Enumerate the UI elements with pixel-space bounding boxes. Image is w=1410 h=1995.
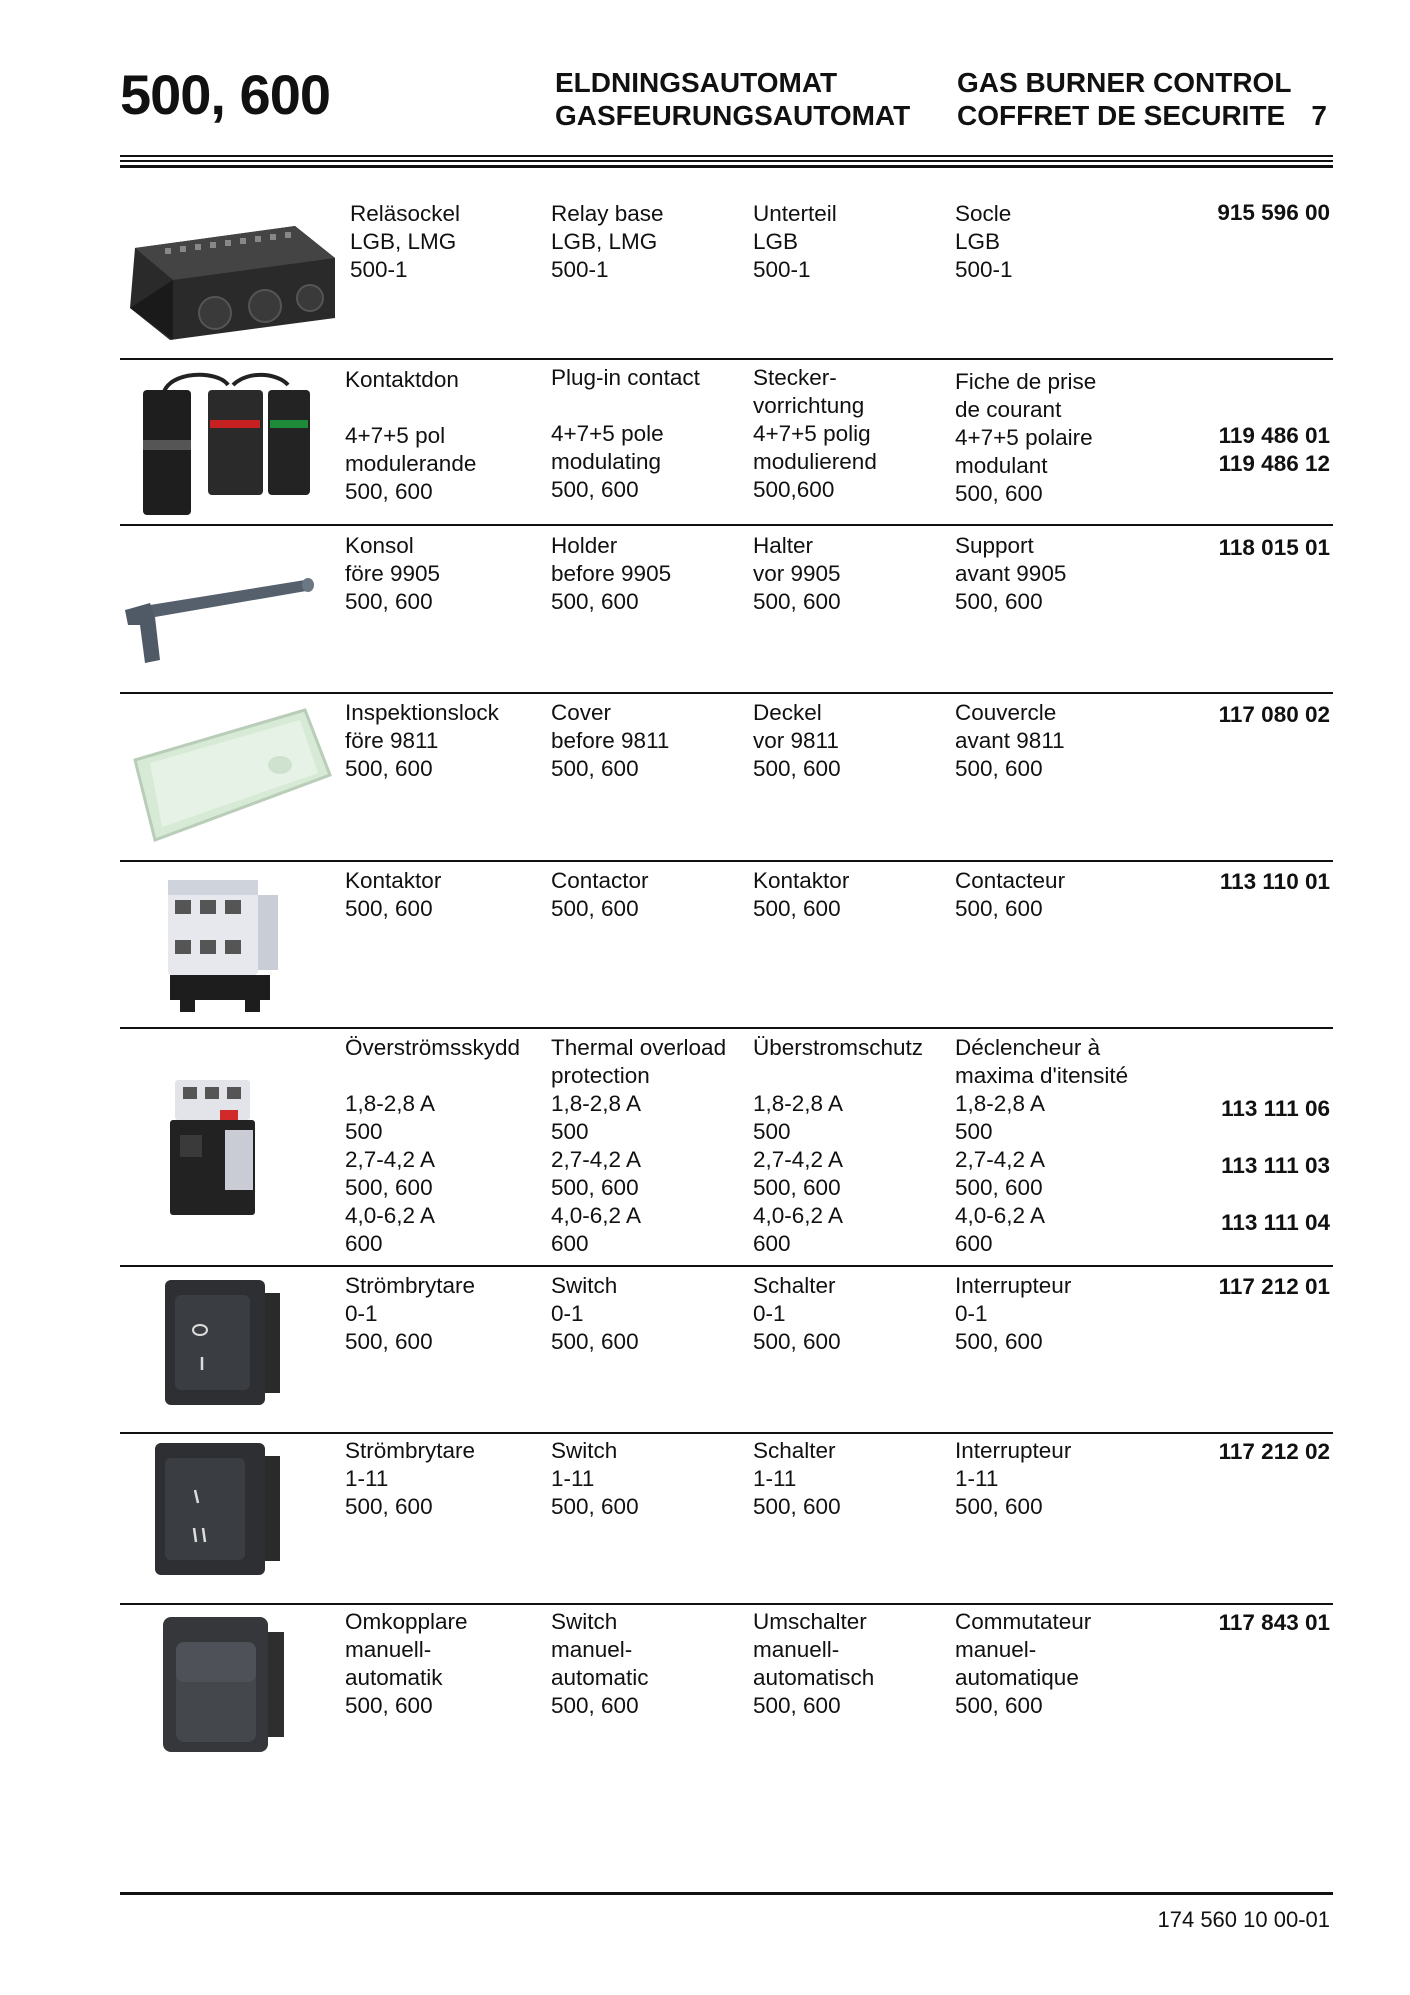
part-number: 117 212 02 <box>1218 1439 1330 1464</box>
row-divider <box>120 1265 1333 1267</box>
row-divider <box>120 1432 1333 1434</box>
header-rule <box>120 165 1333 168</box>
footer-rule <box>120 1892 1333 1895</box>
switch-1-11-image <box>150 1438 285 1578</box>
row-thermal-overload-sv: Överströmsskydd 1,8-2,8 A 500 2,7-4,2 A 500, 600 4,0-6,2 A 600 <box>345 1035 521 1256</box>
part-number: 113 110 01 <box>1219 869 1330 894</box>
part-number: 113 111 04 <box>1221 1210 1330 1235</box>
row-cover-fr: Couvercle avant 9811 500, 600 <box>955 700 1065 781</box>
part-number: 119 486 12 <box>1218 451 1330 476</box>
row-changeover-switch-fr: Commutateur manuel- automatique 500, 600 <box>955 1609 1092 1718</box>
page-number: 7 <box>1311 100 1327 131</box>
row-plug-in-contact-en: Plug-in contact 4+7+5 pole modulating 500, 600 <box>551 365 700 502</box>
relay-base-image <box>125 218 340 343</box>
contactor-image <box>160 870 285 1015</box>
part-number: 117 843 01 <box>1218 1610 1330 1635</box>
row-switch-0-1-fr: Interrupteur 0-1 500, 600 <box>955 1273 1072 1354</box>
part-number: 119 486 01 <box>1218 423 1330 448</box>
row-changeover-switch-sv: Omkopplare manuell- automatik 500, 600 <box>345 1609 468 1718</box>
row-switch-0-1-sv: Strömbrytare 0-1 500, 600 <box>345 1273 476 1354</box>
part-number: 113 111 06 <box>1221 1096 1330 1121</box>
row-switch-1-11-fr: Interrupteur 1-11 500, 600 <box>955 1438 1072 1519</box>
row-contactor-sv: Kontaktor 500, 600 <box>345 868 442 921</box>
row-switch-0-1-en: Switch 0-1 500, 600 <box>551 1273 639 1354</box>
header-titles-left <box>555 66 910 132</box>
row-thermal-overload-de: Überstromschutz 1,8-2,8 A 500 2,7-4,2 A 500, 600 4,0-6,2 A 600 <box>753 1035 924 1256</box>
row-divider <box>120 692 1333 694</box>
row-switch-1-11-sv: Strömbrytare 1-11 500, 600 <box>345 1438 476 1519</box>
row-cover-de: Deckel vor 9811 500, 600 <box>753 700 841 781</box>
model-title: 500, 600 <box>120 63 330 126</box>
row-relay-base-en: Relay base LGB, LMG 500-1 <box>551 201 664 282</box>
cover-image <box>120 705 335 845</box>
row-holder-en: Holder before 9905 500, 600 <box>551 533 672 614</box>
row-relay-base-de: Unterteil LGB 500-1 <box>753 201 837 282</box>
row-plug-in-contact-fr: Fiche de prise de courant 4+7+5 polaire modulant 500, 600 <box>955 369 1097 506</box>
row-relay-base-sv: Reläsockel LGB, LMG 500-1 <box>350 201 461 282</box>
row-divider <box>120 1027 1333 1029</box>
row-divider <box>120 358 1333 360</box>
thermal-overload-image <box>165 1075 275 1220</box>
row-contactor-fr: Contacteur 500, 600 <box>955 868 1066 921</box>
row-divider <box>120 860 1333 862</box>
row-holder-de: Halter vor 9905 500, 600 <box>753 533 841 614</box>
row-contactor-en: Contactor 500, 600 <box>551 868 649 921</box>
part-number: 117 080 02 <box>1218 702 1330 727</box>
header-rule <box>120 155 1333 157</box>
row-changeover-switch-de: Umschalter manuell- automatisch 500, 600 <box>753 1609 875 1718</box>
changeover-switch-image <box>158 1612 288 1757</box>
holder-image <box>120 565 320 665</box>
title-swedish: ELDNINGSAUTOMAT <box>555 67 838 98</box>
row-cover-en: Cover before 9811 500, 600 <box>551 700 670 781</box>
row-switch-1-11-en: Switch 1-11 500, 600 <box>551 1438 639 1519</box>
header-rule <box>120 160 1333 162</box>
row-changeover-switch-en: Switch manuel- automatic 500, 600 <box>551 1609 649 1718</box>
part-number: 915 596 00 <box>1217 200 1330 225</box>
row-plug-in-contact-de: Stecker- vorrichtung 4+7+5 polig modulierend 500,600 <box>753 365 877 502</box>
title-german: GASFEURUNGSAUTOMAT <box>555 100 911 131</box>
row-thermal-overload-fr: Déclencheur à maxima d'itensité 1,8-2,8 A 500 2,7-4,2 A 500, 600 4,0-6,2 A 600 <box>955 1035 1129 1256</box>
row-relay-base-fr: Socle LGB 500-1 <box>955 201 1013 282</box>
part-number: 117 212 01 <box>1218 1274 1330 1299</box>
part-number: 113 111 03 <box>1221 1153 1330 1178</box>
row-holder-fr: Support avant 9905 500, 600 <box>955 533 1067 614</box>
row-switch-0-1-de: Schalter 0-1 500, 600 <box>753 1273 841 1354</box>
row-thermal-overload-en: Thermal overload protection 1,8-2,8 A 500 2,7-4,2 A 500, 600 4,0-6,2 A 600 <box>551 1035 727 1256</box>
switch-0-1-image <box>160 1275 285 1410</box>
row-divider <box>120 524 1333 526</box>
header-titles-right <box>957 66 1327 132</box>
row-cover-sv: Inspektionslock före 9811 500, 600 <box>345 700 499 781</box>
row-plug-in-contact-sv: Kontaktdon 4+7+5 pol modulerande 500, 600 <box>345 367 477 504</box>
row-switch-1-11-de: Schalter 1-11 500, 600 <box>753 1438 841 1519</box>
row-divider <box>120 1603 1333 1605</box>
row-contactor-de: Kontaktor 500, 600 <box>753 868 850 921</box>
document-number: 174 560 10 00-01 <box>1157 1907 1330 1932</box>
title-french: COFFRET DE SECURITE <box>957 100 1286 131</box>
plug-in-contact-image <box>138 365 313 520</box>
title-english: GAS BURNER CONTROL <box>957 67 1292 98</box>
row-holder-sv: Konsol före 9905 500, 600 <box>345 533 441 614</box>
part-number: 118 015 01 <box>1218 535 1330 560</box>
